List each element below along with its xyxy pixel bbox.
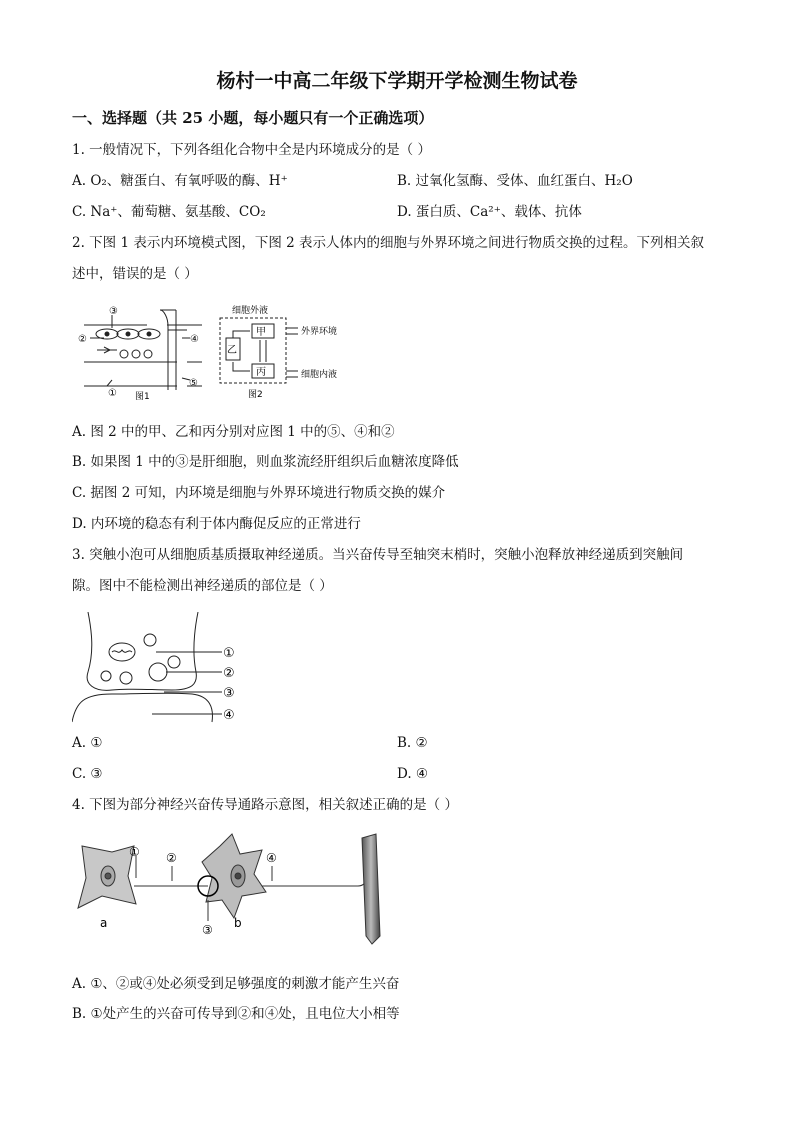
- fig2-bing: 丙: [256, 367, 266, 378]
- fig1-label: 图1: [135, 392, 150, 400]
- q1-option-d: D. 蛋白质、Ca²⁺、载体、抗体: [397, 204, 582, 220]
- q2-figures: [72, 300, 372, 400]
- q2-stem-line1: 2. 下图 1 表示内环境模式图，下图 2 表示人体内的细胞与外界环境之间进行物质交换的过程。下列相关叙: [72, 235, 705, 251]
- q3-stem-line1: 3. 突触小泡可从细胞质基质摄取神经递质。当兴奋传导至轴突末梢时，突触小泡释放神经递质到突触间: [72, 547, 684, 563]
- q4-marker-3: ③: [202, 923, 213, 937]
- q2-option-d: D. 内环境的稳态有利于体内酶促反应的正常进行: [72, 516, 361, 532]
- fig2-yi: 乙: [227, 345, 237, 356]
- q1-option-a: A. O₂、糖蛋白、有氧呼吸的酶、H⁺: [72, 173, 288, 189]
- q3-option-a: A. ①: [72, 735, 103, 751]
- page-title: 杨村一中高二年级下学期开学检测生物试卷: [216, 70, 578, 92]
- q4-neuron-pathway-figure: [72, 826, 392, 951]
- fig1-marker-5: ⑤: [189, 378, 198, 389]
- q3-synapse-figure: [72, 612, 252, 727]
- fig2-box-label: 细胞外液: [232, 306, 269, 316]
- q3-option-b: B. ②: [397, 735, 428, 751]
- q1-stem: 1. 一般情况下，下列各组化合物中全是内环境成分的是（ ）: [72, 142, 431, 158]
- fig1-marker-4: ④: [190, 334, 199, 345]
- q4-option-b: B. ①处产生的兴奋可传导到②和④处，且电位大小相等: [72, 1006, 400, 1022]
- q3-marker-3: ③: [223, 686, 235, 701]
- q2-option-a: A. 图 2 中的甲、乙和丙分别对应图 1 中的⑤、④和②: [72, 424, 395, 440]
- q4-stem: 4. 下图为部分神经兴奋传导通路示意图，相关叙述正确的是（ ）: [72, 797, 458, 813]
- q4-label-a: a: [100, 916, 108, 930]
- q1-option-c: C. Na⁺、葡萄糖、氨基酸、CO₂: [72, 204, 266, 220]
- fig2-outside: 外界环境: [301, 327, 338, 337]
- q2-option-c: C. 据图 2 可知，内环境是细胞与外界环境进行物质交换的媒介: [72, 485, 446, 501]
- q4-marker-4: ④: [266, 851, 277, 865]
- q2-option-b: B. 如果图 1 中的③是肝细胞，则血浆流经肝组织后血糖浓度降低: [72, 454, 459, 470]
- fig1-marker-3: ③: [109, 306, 118, 317]
- fig1-marker-2: ②: [78, 334, 87, 345]
- q3-option-d: D. ④: [397, 766, 429, 782]
- q2-stem-line2: 述中，错误的是（ ）: [72, 266, 198, 282]
- q3-marker-1: ①: [223, 646, 235, 661]
- q1-option-b: B. 过氧化氢酶、受体、血红蛋白、H₂O: [397, 173, 633, 189]
- fig2-intracellular: 细胞内液: [301, 370, 338, 380]
- fig2-jia: 甲: [256, 327, 266, 338]
- figure-1-tissue-diagram: [84, 310, 202, 390]
- q3-option-c: C. ③: [72, 766, 103, 782]
- fig2-label: 图2: [248, 390, 263, 400]
- q3-marker-2: ②: [223, 666, 235, 681]
- q4-marker-2: ②: [166, 851, 177, 865]
- section-heading: 一、选择题（共 25 小题，每小题只有一个正确选项）: [72, 109, 434, 127]
- q4-option-a: A. ①、②或④处必须受到足够强度的刺激才能产生兴奋: [72, 976, 400, 992]
- q4-label-b: b: [234, 916, 242, 930]
- q4-marker-1: ①: [129, 845, 140, 859]
- q3-stem-line2: 隙。图中不能检测出神经递质的部位是（ ）: [72, 578, 333, 594]
- fig1-marker-1: ①: [108, 388, 117, 399]
- q3-marker-4: ④: [223, 708, 235, 723]
